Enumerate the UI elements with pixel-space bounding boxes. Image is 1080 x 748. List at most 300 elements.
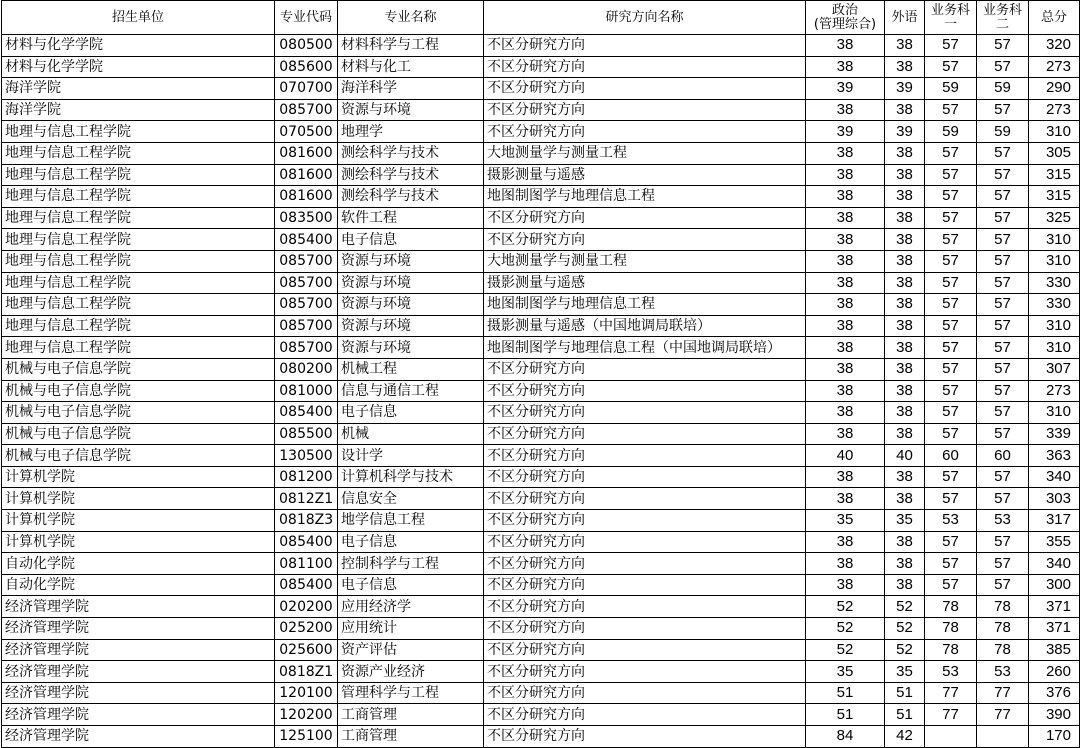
cell-subject-one: 57 xyxy=(925,229,977,251)
cell-major: 资源与环境 xyxy=(338,337,484,359)
table-row xyxy=(2,164,1080,186)
cell-unit: 机械与电子信息学院 xyxy=(2,445,275,467)
cell-total: 325 xyxy=(1029,207,1080,229)
cell-foreign-language: 35 xyxy=(885,661,925,683)
cell-major: 材料科学与工程 xyxy=(338,35,484,57)
cell-foreign-language: 51 xyxy=(885,682,925,704)
cell-total: 300 xyxy=(1029,574,1080,596)
cell-direction: 不区分研究方向 xyxy=(484,661,806,683)
cell-subject-one: 78 xyxy=(925,596,977,618)
cell-unit: 经济管理学院 xyxy=(2,661,275,683)
cell-politics: 39 xyxy=(806,121,885,143)
cell-code: 080200 xyxy=(275,358,338,380)
table-row xyxy=(2,596,1080,618)
cell-code: 0818Z1 xyxy=(275,661,338,683)
cell-direction: 不区分研究方向 xyxy=(484,423,806,445)
cell-subject-two: 57 xyxy=(977,99,1029,121)
cell-subject-two: 57 xyxy=(977,531,1029,553)
cell-subject-one: 78 xyxy=(925,618,977,640)
cell-foreign-language: 52 xyxy=(885,639,925,661)
cell-subject-one: 57 xyxy=(925,56,977,78)
cell-code: 120200 xyxy=(275,704,338,726)
cell-direction: 不区分研究方向 xyxy=(484,78,806,100)
table-row xyxy=(2,121,1080,143)
cell-politics: 38 xyxy=(806,142,885,164)
table-row xyxy=(2,35,1080,57)
cell-unit: 机械与电子信息学院 xyxy=(2,358,275,380)
cell-direction: 不区分研究方向 xyxy=(484,35,806,57)
cell-code: 081600 xyxy=(275,142,338,164)
cell-total: 310 xyxy=(1029,229,1080,251)
header-major: 专业名称 xyxy=(338,1,484,35)
table-row xyxy=(2,358,1080,380)
cell-direction: 不区分研究方向 xyxy=(484,466,806,488)
cell-code: 085700 xyxy=(275,315,338,337)
cell-unit: 经济管理学院 xyxy=(2,704,275,726)
cell-total: 330 xyxy=(1029,294,1080,316)
cell-subject-one: 57 xyxy=(925,380,977,402)
cell-unit: 机械与电子信息学院 xyxy=(2,402,275,424)
cell-direction: 不区分研究方向 xyxy=(484,618,806,640)
cell-politics: 38 xyxy=(806,380,885,402)
cell-subject-two: 59 xyxy=(977,78,1029,100)
table-row xyxy=(2,488,1080,510)
cell-direction: 不区分研究方向 xyxy=(484,207,806,229)
cell-direction: 摄影测量与遥感 xyxy=(484,272,806,294)
table-row xyxy=(2,78,1080,100)
cell-total: 340 xyxy=(1029,466,1080,488)
cell-subject-two: 57 xyxy=(977,186,1029,208)
cell-politics: 38 xyxy=(806,423,885,445)
cell-unit: 材料与化学学院 xyxy=(2,56,275,78)
cell-direction: 不区分研究方向 xyxy=(484,553,806,575)
cell-foreign-language: 38 xyxy=(885,229,925,251)
cell-unit: 地理与信息工程学院 xyxy=(2,207,275,229)
cell-unit: 经济管理学院 xyxy=(2,596,275,618)
cell-politics: 38 xyxy=(806,337,885,359)
cell-total: 315 xyxy=(1029,164,1080,186)
header-subject-two: 业务科 二 xyxy=(977,1,1029,35)
cell-total: 355 xyxy=(1029,531,1080,553)
cell-code: 085700 xyxy=(275,294,338,316)
cell-politics: 84 xyxy=(806,726,885,748)
cell-foreign-language: 38 xyxy=(885,164,925,186)
cell-subject-one: 57 xyxy=(925,402,977,424)
cell-foreign-language: 38 xyxy=(885,358,925,380)
cell-total: 315 xyxy=(1029,186,1080,208)
cell-major: 地学信息工程 xyxy=(338,510,484,532)
cell-foreign-language: 38 xyxy=(885,56,925,78)
cell-unit: 地理与信息工程学院 xyxy=(2,315,275,337)
score-table xyxy=(1,0,1080,748)
cell-direction: 摄影测量与遥感（中国地调局联培） xyxy=(484,315,806,337)
cell-unit: 地理与信息工程学院 xyxy=(2,142,275,164)
cell-foreign-language: 39 xyxy=(885,121,925,143)
cell-direction: 不区分研究方向 xyxy=(484,639,806,661)
table-row xyxy=(2,574,1080,596)
cell-subject-two: 57 xyxy=(977,358,1029,380)
cell-politics: 38 xyxy=(806,315,885,337)
cell-politics: 38 xyxy=(806,574,885,596)
cell-total: 317 xyxy=(1029,510,1080,532)
cell-direction: 不区分研究方向 xyxy=(484,402,806,424)
cell-direction: 地图制图学与地理信息工程 xyxy=(484,186,806,208)
cell-subject-two: 57 xyxy=(977,315,1029,337)
header-total: 总分 xyxy=(1029,1,1080,35)
cell-direction: 不区分研究方向 xyxy=(484,510,806,532)
cell-code: 081100 xyxy=(275,553,338,575)
cell-direction: 地图制图学与地理信息工程（中国地调局联培） xyxy=(484,337,806,359)
cell-foreign-language: 35 xyxy=(885,510,925,532)
table-row xyxy=(2,99,1080,121)
cell-major: 机械 xyxy=(338,423,484,445)
cell-subject-one: 59 xyxy=(925,121,977,143)
cell-unit: 地理与信息工程学院 xyxy=(2,337,275,359)
cell-unit: 计算机学院 xyxy=(2,531,275,553)
cell-subject-two: 57 xyxy=(977,142,1029,164)
cell-subject-one: 57 xyxy=(925,488,977,510)
cell-unit: 地理与信息工程学院 xyxy=(2,121,275,143)
cell-subject-two: 57 xyxy=(977,423,1029,445)
cell-subject-two: 57 xyxy=(977,553,1029,575)
cell-total: 290 xyxy=(1029,78,1080,100)
cell-unit: 经济管理学院 xyxy=(2,639,275,661)
cell-politics: 51 xyxy=(806,704,885,726)
cell-major: 测绘科学与技术 xyxy=(338,142,484,164)
cell-total: 273 xyxy=(1029,380,1080,402)
cell-total: 273 xyxy=(1029,56,1080,78)
cell-foreign-language: 38 xyxy=(885,272,925,294)
cell-code: 085700 xyxy=(275,272,338,294)
cell-major: 资源产业经济 xyxy=(338,661,484,683)
cell-major: 信息安全 xyxy=(338,488,484,510)
cell-subject-two: 59 xyxy=(977,121,1029,143)
cell-unit: 海洋学院 xyxy=(2,78,275,100)
header-unit: 招生单位 xyxy=(2,1,275,35)
cell-unit: 计算机学院 xyxy=(2,488,275,510)
cell-code: 125100 xyxy=(275,726,338,748)
cell-major: 工商管理 xyxy=(338,726,484,748)
cell-total: 390 xyxy=(1029,704,1080,726)
cell-subject-one: 60 xyxy=(925,445,977,467)
cell-subject-two: 57 xyxy=(977,337,1029,359)
cell-major: 应用统计 xyxy=(338,618,484,640)
cell-politics: 40 xyxy=(806,445,885,467)
cell-foreign-language: 38 xyxy=(885,142,925,164)
cell-subject-one: 57 xyxy=(925,466,977,488)
cell-total: 320 xyxy=(1029,35,1080,57)
cell-subject-two: 78 xyxy=(977,639,1029,661)
cell-major: 资源与环境 xyxy=(338,294,484,316)
cell-code: 085400 xyxy=(275,402,338,424)
table-row xyxy=(2,531,1080,553)
cell-subject-one: 57 xyxy=(925,35,977,57)
cell-code: 085600 xyxy=(275,56,338,78)
cell-unit: 计算机学院 xyxy=(2,510,275,532)
cell-total: 385 xyxy=(1029,639,1080,661)
cell-major: 电子信息 xyxy=(338,531,484,553)
cell-foreign-language: 39 xyxy=(885,78,925,100)
cell-major: 电子信息 xyxy=(338,229,484,251)
cell-unit: 自动化学院 xyxy=(2,553,275,575)
header-direction: 研究方向名称 xyxy=(484,1,806,35)
cell-major: 测绘科学与技术 xyxy=(338,186,484,208)
cell-politics: 38 xyxy=(806,553,885,575)
cell-unit: 地理与信息工程学院 xyxy=(2,272,275,294)
cell-unit: 地理与信息工程学院 xyxy=(2,294,275,316)
cell-subject-one: 57 xyxy=(925,272,977,294)
cell-direction: 地图制图学与地理信息工程 xyxy=(484,294,806,316)
cell-politics: 38 xyxy=(806,99,885,121)
cell-total: 303 xyxy=(1029,488,1080,510)
cell-total: 170 xyxy=(1029,726,1080,748)
cell-subject-two: 57 xyxy=(977,35,1029,57)
cell-foreign-language: 38 xyxy=(885,466,925,488)
cell-major: 控制科学与工程 xyxy=(338,553,484,575)
cell-unit: 材料与化学学院 xyxy=(2,35,275,57)
cell-subject-two: 78 xyxy=(977,596,1029,618)
cell-code: 020200 xyxy=(275,596,338,618)
cell-direction: 不区分研究方向 xyxy=(484,380,806,402)
cell-foreign-language: 52 xyxy=(885,618,925,640)
cell-direction: 大地测量学与测量工程 xyxy=(484,142,806,164)
cell-politics: 35 xyxy=(806,661,885,683)
cell-subject-two: 53 xyxy=(977,510,1029,532)
cell-subject-one: 57 xyxy=(925,207,977,229)
table-row xyxy=(2,553,1080,575)
cell-major: 资产评估 xyxy=(338,639,484,661)
table-row xyxy=(2,380,1080,402)
cell-code: 081200 xyxy=(275,466,338,488)
table-row xyxy=(2,207,1080,229)
cell-foreign-language: 42 xyxy=(885,726,925,748)
cell-subject-one: 57 xyxy=(925,315,977,337)
cell-major: 计算机科学与技术 xyxy=(338,466,484,488)
cell-subject-two: 57 xyxy=(977,164,1029,186)
cell-total: 310 xyxy=(1029,337,1080,359)
cell-code: 081600 xyxy=(275,164,338,186)
cell-politics: 38 xyxy=(806,250,885,272)
table-row xyxy=(2,661,1080,683)
cell-major: 地理学 xyxy=(338,121,484,143)
cell-direction: 不区分研究方向 xyxy=(484,682,806,704)
table-body xyxy=(2,35,1080,748)
cell-subject-one: 77 xyxy=(925,682,977,704)
cell-subject-one xyxy=(925,726,977,748)
cell-subject-one: 57 xyxy=(925,574,977,596)
header-row xyxy=(2,1,1080,35)
table-row xyxy=(2,229,1080,251)
cell-direction: 不区分研究方向 xyxy=(484,726,806,748)
table-row xyxy=(2,445,1080,467)
table-row xyxy=(2,250,1080,272)
cell-code: 120100 xyxy=(275,682,338,704)
cell-total: 260 xyxy=(1029,661,1080,683)
cell-total: 339 xyxy=(1029,423,1080,445)
cell-subject-one: 57 xyxy=(925,99,977,121)
cell-direction: 不区分研究方向 xyxy=(484,121,806,143)
table-row xyxy=(2,402,1080,424)
cell-direction: 不区分研究方向 xyxy=(484,229,806,251)
cell-foreign-language: 40 xyxy=(885,445,925,467)
cell-total: 340 xyxy=(1029,553,1080,575)
cell-subject-two: 53 xyxy=(977,661,1029,683)
cell-subject-one: 53 xyxy=(925,510,977,532)
cell-direction: 不区分研究方向 xyxy=(484,56,806,78)
cell-code: 025200 xyxy=(275,618,338,640)
cell-major: 海洋科学 xyxy=(338,78,484,100)
cell-total: 371 xyxy=(1029,596,1080,618)
cell-politics: 35 xyxy=(806,510,885,532)
cell-subject-one: 57 xyxy=(925,358,977,380)
cell-politics: 38 xyxy=(806,186,885,208)
cell-foreign-language: 38 xyxy=(885,186,925,208)
cell-code: 085700 xyxy=(275,99,338,121)
cell-unit: 经济管理学院 xyxy=(2,618,275,640)
cell-subject-one: 53 xyxy=(925,661,977,683)
cell-unit: 地理与信息工程学院 xyxy=(2,229,275,251)
cell-foreign-language: 38 xyxy=(885,553,925,575)
cell-foreign-language: 38 xyxy=(885,315,925,337)
cell-total: 310 xyxy=(1029,250,1080,272)
cell-direction: 不区分研究方向 xyxy=(484,704,806,726)
cell-direction: 不区分研究方向 xyxy=(484,445,806,467)
cell-foreign-language: 38 xyxy=(885,488,925,510)
cell-code: 085400 xyxy=(275,531,338,553)
cell-subject-two: 57 xyxy=(977,250,1029,272)
cell-subject-two: 57 xyxy=(977,574,1029,596)
table-row xyxy=(2,56,1080,78)
cell-direction: 不区分研究方向 xyxy=(484,531,806,553)
cell-subject-two: 57 xyxy=(977,272,1029,294)
table-row xyxy=(2,186,1080,208)
cell-politics: 38 xyxy=(806,164,885,186)
cell-subject-one: 77 xyxy=(925,704,977,726)
cell-major: 资源与环境 xyxy=(338,99,484,121)
cell-major: 电子信息 xyxy=(338,574,484,596)
cell-major: 设计学 xyxy=(338,445,484,467)
cell-politics: 38 xyxy=(806,531,885,553)
header-code: 专业代码 xyxy=(275,1,338,35)
table-row xyxy=(2,726,1080,748)
cell-unit: 地理与信息工程学院 xyxy=(2,164,275,186)
cell-politics: 38 xyxy=(806,56,885,78)
cell-politics: 38 xyxy=(806,207,885,229)
cell-total: 310 xyxy=(1029,402,1080,424)
cell-subject-one: 57 xyxy=(925,531,977,553)
cell-politics: 38 xyxy=(806,402,885,424)
cell-major: 机械工程 xyxy=(338,358,484,380)
cell-direction: 不区分研究方向 xyxy=(484,596,806,618)
cell-code: 070700 xyxy=(275,78,338,100)
cell-politics: 51 xyxy=(806,682,885,704)
cell-foreign-language: 38 xyxy=(885,250,925,272)
cell-subject-one: 57 xyxy=(925,250,977,272)
cell-subject-one: 57 xyxy=(925,423,977,445)
cell-politics: 38 xyxy=(806,358,885,380)
cell-major: 资源与环境 xyxy=(338,272,484,294)
cell-direction: 不区分研究方向 xyxy=(484,488,806,510)
cell-subject-one: 57 xyxy=(925,142,977,164)
cell-unit: 机械与电子信息学院 xyxy=(2,423,275,445)
cell-major: 资源与环境 xyxy=(338,250,484,272)
cell-unit: 经济管理学院 xyxy=(2,682,275,704)
cell-subject-two: 57 xyxy=(977,229,1029,251)
cell-unit: 地理与信息工程学院 xyxy=(2,186,275,208)
cell-code: 0812Z1 xyxy=(275,488,338,510)
table-row xyxy=(2,682,1080,704)
table-row xyxy=(2,639,1080,661)
table-row xyxy=(2,466,1080,488)
table-row xyxy=(2,704,1080,726)
cell-code: 085700 xyxy=(275,250,338,272)
cell-unit: 计算机学院 xyxy=(2,466,275,488)
cell-major: 应用经济学 xyxy=(338,596,484,618)
cell-code: 083500 xyxy=(275,207,338,229)
cell-subject-one: 57 xyxy=(925,553,977,575)
cell-unit: 地理与信息工程学院 xyxy=(2,250,275,272)
cell-foreign-language: 38 xyxy=(885,402,925,424)
cell-subject-two: 77 xyxy=(977,682,1029,704)
cell-code: 085700 xyxy=(275,337,338,359)
cell-unit: 海洋学院 xyxy=(2,99,275,121)
cell-subject-one: 57 xyxy=(925,294,977,316)
cell-politics: 52 xyxy=(806,618,885,640)
table-row xyxy=(2,142,1080,164)
table-row xyxy=(2,337,1080,359)
cell-direction: 不区分研究方向 xyxy=(484,358,806,380)
cell-total: 273 xyxy=(1029,99,1080,121)
cell-code: 085400 xyxy=(275,574,338,596)
cell-subject-one: 57 xyxy=(925,337,977,359)
cell-unit: 机械与电子信息学院 xyxy=(2,380,275,402)
cell-total: 307 xyxy=(1029,358,1080,380)
cell-foreign-language: 38 xyxy=(885,380,925,402)
cell-code: 070500 xyxy=(275,121,338,143)
cell-foreign-language: 52 xyxy=(885,596,925,618)
cell-code: 085400 xyxy=(275,229,338,251)
cell-subject-one: 59 xyxy=(925,78,977,100)
cell-unit: 自动化学院 xyxy=(2,574,275,596)
cell-code: 0818Z3 xyxy=(275,510,338,532)
cell-subject-two: 57 xyxy=(977,207,1029,229)
cell-subject-one: 57 xyxy=(925,186,977,208)
cell-foreign-language: 38 xyxy=(885,337,925,359)
cell-direction: 不区分研究方向 xyxy=(484,574,806,596)
cell-total: 371 xyxy=(1029,618,1080,640)
cell-direction: 不区分研究方向 xyxy=(484,99,806,121)
header-foreign-language: 外语 xyxy=(885,1,925,35)
cell-major: 材料与化工 xyxy=(338,56,484,78)
cell-subject-two: 57 xyxy=(977,402,1029,424)
cell-total: 330 xyxy=(1029,272,1080,294)
cell-foreign-language: 38 xyxy=(885,294,925,316)
cell-politics: 52 xyxy=(806,639,885,661)
cell-major: 软件工程 xyxy=(338,207,484,229)
cell-subject-one: 57 xyxy=(925,164,977,186)
cell-politics: 38 xyxy=(806,229,885,251)
cell-foreign-language: 38 xyxy=(885,423,925,445)
cell-code: 025600 xyxy=(275,639,338,661)
cell-foreign-language: 38 xyxy=(885,99,925,121)
cell-politics: 38 xyxy=(806,272,885,294)
header-politics: 政治 (管理综合) xyxy=(806,1,885,35)
cell-code: 081000 xyxy=(275,380,338,402)
table-row xyxy=(2,423,1080,445)
cell-major: 测绘科学与技术 xyxy=(338,164,484,186)
cell-foreign-language: 38 xyxy=(885,531,925,553)
cell-major: 电子信息 xyxy=(338,402,484,424)
